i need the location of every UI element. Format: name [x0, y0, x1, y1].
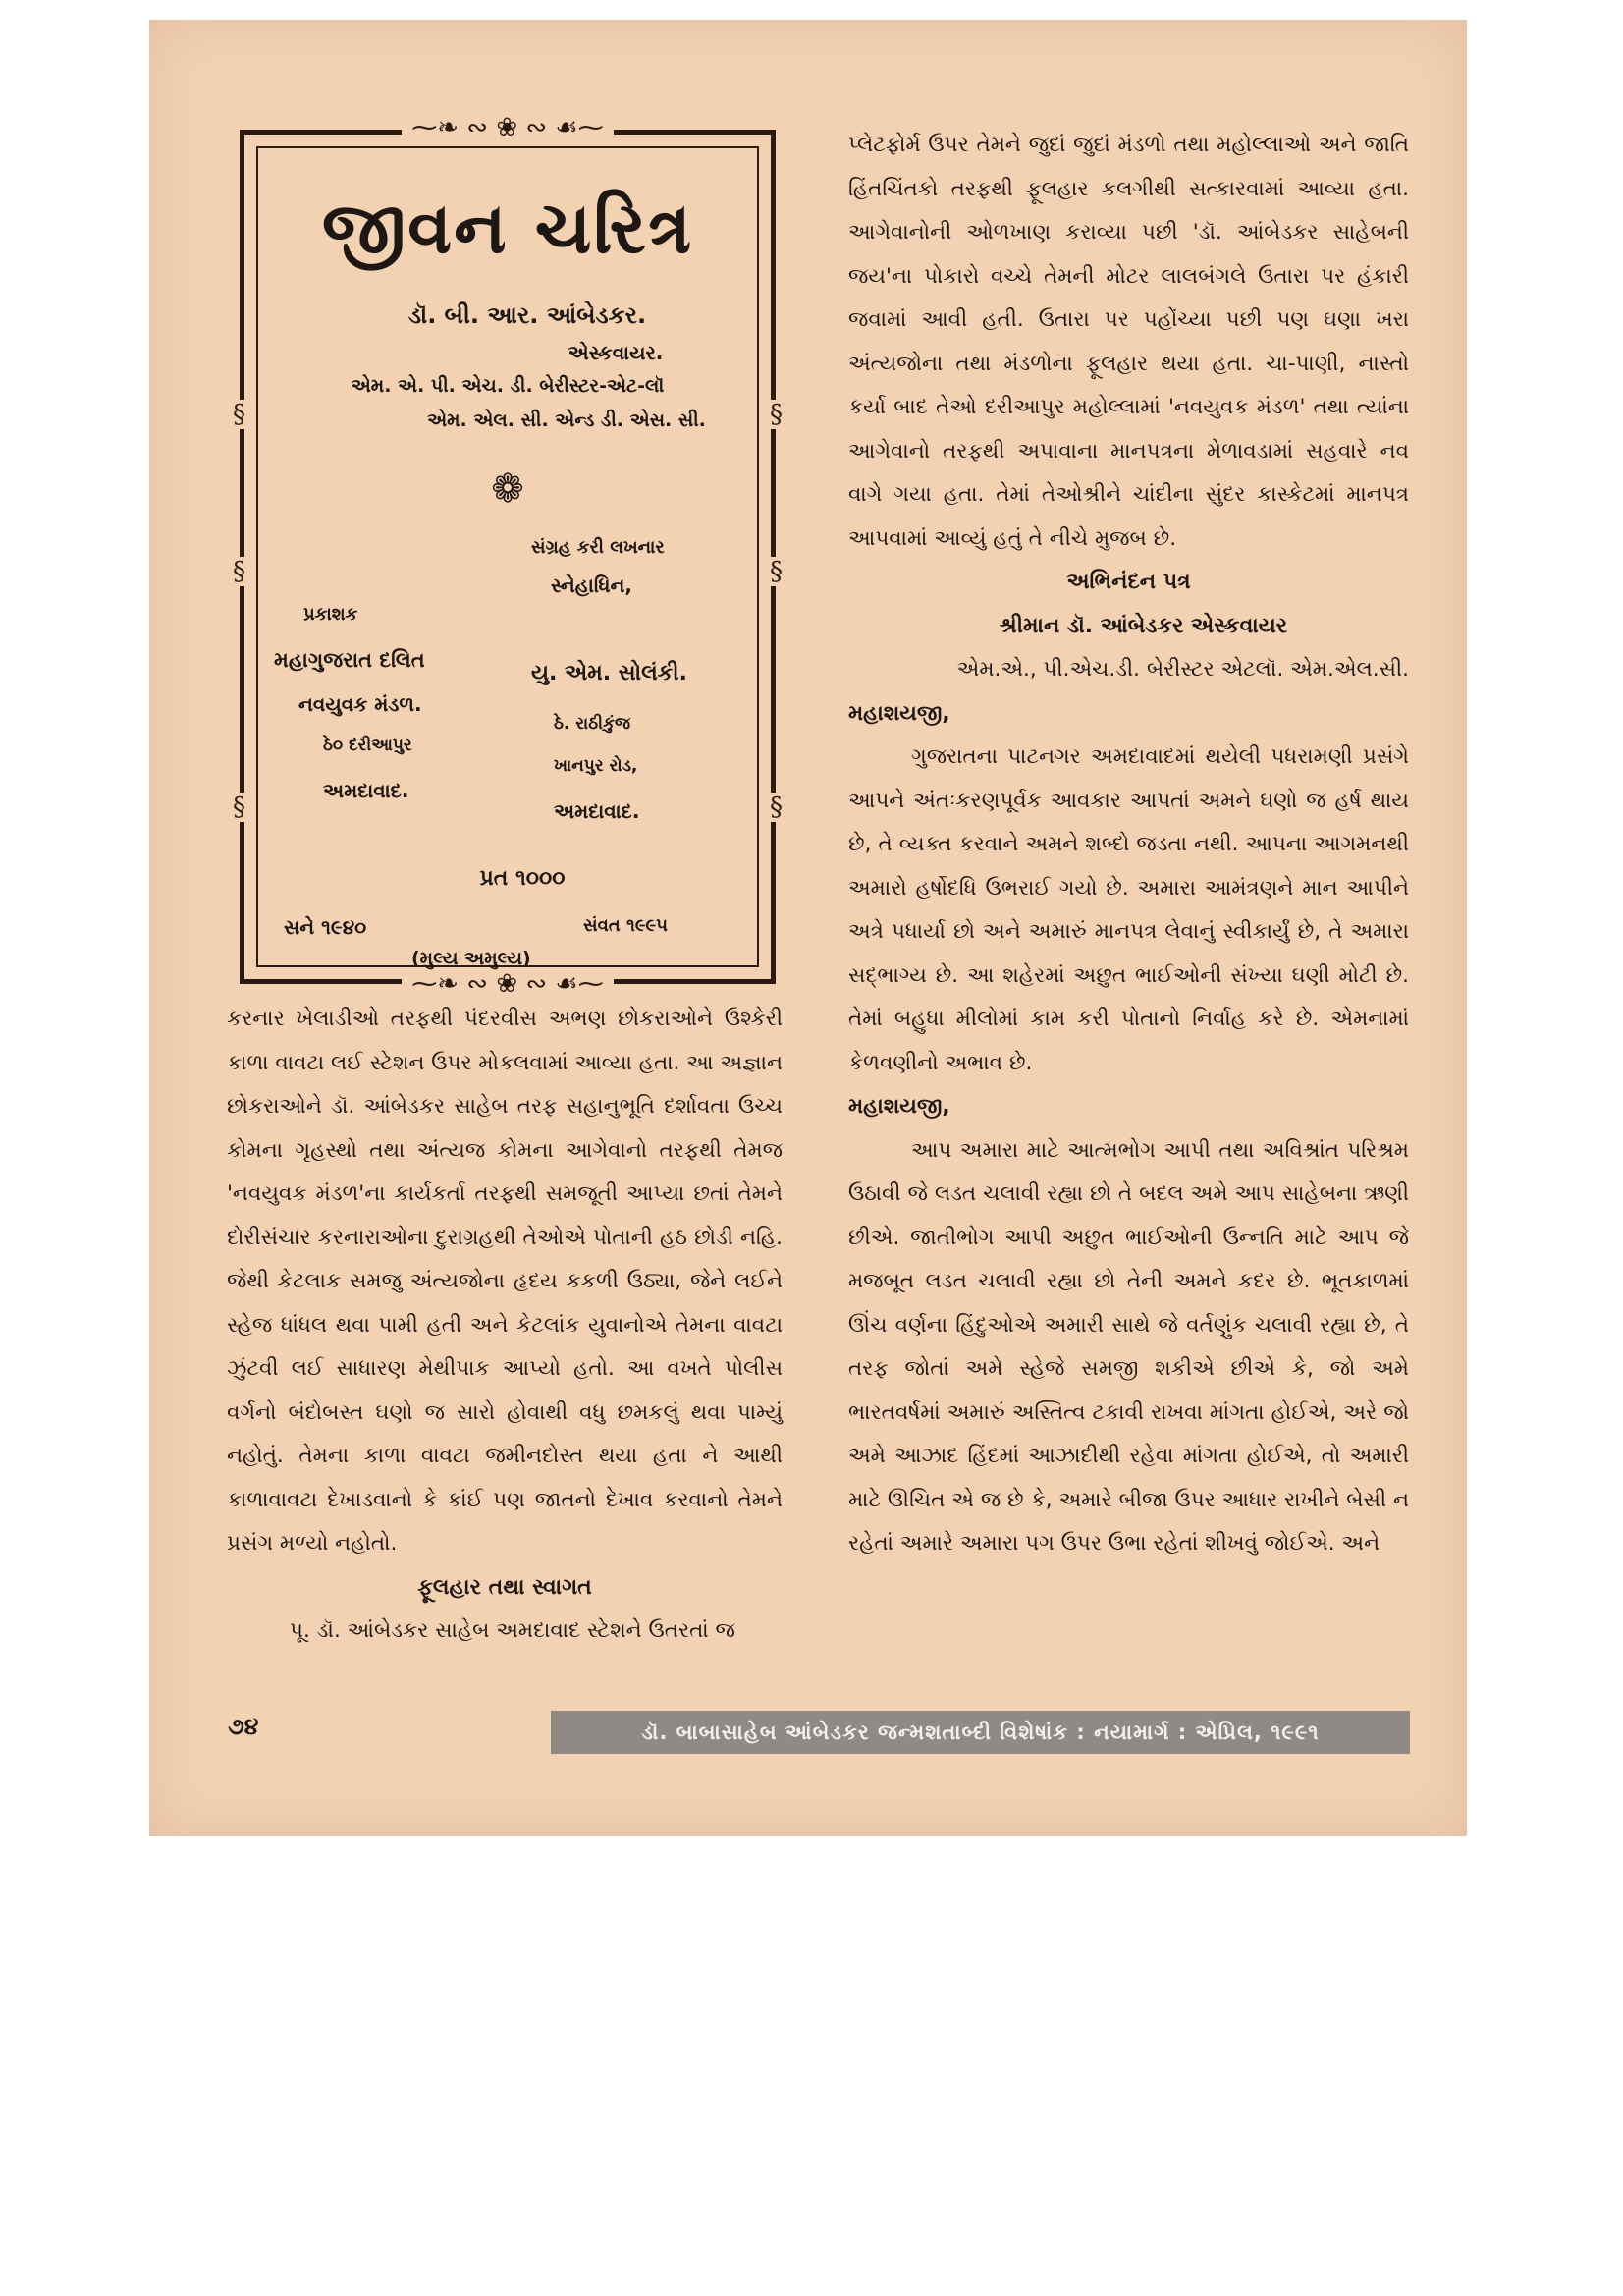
right-side-ornament-bottom: §: [770, 793, 783, 822]
compiler-address-2: ખાનપુર રોડ,: [554, 756, 638, 776]
compiler-address-1: ઠે. રાઠીકુંજ: [554, 714, 631, 734]
publisher-address: ઠે૦ દરીઆપુર: [323, 736, 412, 755]
salutation-1: મહાશયજી,: [848, 700, 950, 726]
address-recipient-degrees: એમ.એ., પી.એચ.ડી. બેરીસ્ટર એટલૉ. એમ.એલ.સી.: [956, 657, 1409, 682]
degrees-line-2: એમ. એલ. સી. એન્ડ ડી. એસ. સી.: [427, 410, 706, 431]
compiler-label: સંગ્રહ કરી લખનાર: [531, 537, 665, 558]
title-frame: [233, 113, 783, 999]
left-paragraph-2: પૂ. ડૉ. આંબેડકર સાહેબ અમદાવાદ સ્ટેશને ઉતરતાં જ: [290, 1618, 735, 1643]
publication-year: સને ૧૯૪૦: [284, 915, 367, 939]
right-paragraph-3: આપ અમારા માટે આત્મભોગ આપી તથા અવિશ્રાંત પરિશ્રમ ઉઠાવી જે લડત ચલાવી રહ્યા છો તે બદલ અમે આપ સાહેબના ઋણી છીએ. જાતીભોગ આપી અછુત ભાઈઓની ઉન્નતિ માટે આપ જે મજબૂત લડત ચલાવી રહ્યા છો તેની અમને કદર છે. ભૂતકાળમાં ઊંચ વર્ણના હિંદુઓએ અમારી સાથે જે વર્તણુંક ચલાવી રહ્યા છે, તે તરફ જોતાં અમે સ્હેજે સમજી શકીએ છીએ કે, જો અમે ભારતવર્ષમાં અમારું અસ્તિત્વ ટકાવી રાખવા માંગતા હોઈએ, અરે જો અમે આઝાદ હિંદમાં આઝાદીથી રહેવા માંગતા હોઈએ, તો અમારી માટે ઊચિત એ જ છે કે, અમારે બીજા ઉપર આધાર રાખીને બેસી ન રહેતાં અમારે અમારા પગ ઉપર ઉભા રહેતાં શીખવું જોઈએ. અને: [848, 1137, 1409, 1556]
publisher-city: અમદાવાદ.: [323, 779, 409, 802]
footer-band: ડૉ. બાબાસાહેબ આંબેડકર જન્મશતાબ્દી વિશેષાંક : નયામાર્ગ : એપ્રિલ, ૧૯૯૧: [551, 1711, 1410, 1754]
section-heading-garlands: ફૂલહાર તથા સ્વાગત: [417, 1574, 592, 1600]
publisher-label: પ્રકાશક: [303, 604, 358, 625]
section-heading-address: અભિનંદન પત્ર: [1066, 570, 1191, 594]
top-scroll-ornament: ⁓❧ ∾ ❀ ∾ ☙⁓: [244, 113, 771, 142]
print-run: પ્રત ૧૦૦૦: [479, 866, 566, 891]
right-column: [848, 124, 1409, 1566]
publisher-org-line2: નવયુવક મંડળ.: [298, 692, 422, 716]
address-recipient: શ્રીમાન ડૉ. આંબેડકર એસ્કવાયર: [999, 613, 1288, 638]
salutation-2: મહાશયજી,: [848, 1094, 950, 1119]
subject-title: એસ્કવાયર.: [568, 341, 664, 364]
left-side-ornament: §: [233, 400, 245, 429]
page-number: ૭૪: [228, 1713, 259, 1740]
left-side-ornament-lower: §: [233, 557, 245, 586]
compiler-salutation: સ્નેહાધિન,: [551, 574, 632, 597]
publisher-org-line1: મહાગુજરાત દલિત: [274, 648, 425, 672]
left-side-ornament-bottom: §: [233, 793, 245, 822]
page-title: જીવન ચરિત્ર: [321, 186, 694, 269]
subject-name: ડૉ. બી. આર. આંબેડકર.: [407, 301, 647, 329]
left-column: [227, 998, 783, 1654]
right-paragraph-2: ગુજરાતના પાટનગર અમદાવાદમાં થયેલી પધરામણી પ્રસંગે આપને અંતઃકરણપૂર્વક આવકાર આપતાં અમને ઘણો જ હર્ષ થાય છે, તે વ્યક્ત કરવાને અમને શબ્દો જડતા નથી. આપના આગમનથી અમારો હર્ષોદધિ ઉભરાઈ ગયો છે. અમારા આમંત્રણને માન આપીને અત્રે પધાર્યા છો અને અમારું માનપત્ર લેવાનું સ્વીકાર્યું છે, તે અમારા સદ્ભાગ્ય છે. આ શહેરમાં અછુત ભાઈઓની સંખ્યા ઘણી મોટી છે. તેમાં બહુધા મીલોમાં કામ કરી પોતાનો નિર્વાહ કરે છે. એમનામાં કેળવણીનો અભાવ છે.: [848, 744, 1409, 1075]
right-side-ornament: §: [770, 400, 783, 429]
compiler-name: યુ. એમ. સોલંકી.: [531, 661, 687, 685]
right-side-ornament-lower: §: [770, 557, 783, 586]
bottom-scroll-ornament: ⁓❧ ∾ ❀ ∾ ☙⁓: [244, 969, 771, 999]
flower-ornament-icon: ❁: [491, 466, 524, 512]
left-paragraph-1: કરનાર ખેલાડીઓ તરફથી પંદરવીસ અભણ છોકરાઓને ઉશ્કેરી કાળા વાવટા લઈ સ્ટેશન ઉપર મોકલવામાં આવ્યા હતા. આ અજ્ઞાન છોકરાઓને ડૉ. આંબેડકર સાહેબ તરફ સહાનુભૂતિ દર્શાવતા ઉચ્ચ કોમના ગૃહસ્થો તથા અંત્યજ કોમના આગેવાનો તરફથી તેમજ 'નવયુવક મંડળ'ના કાર્યકર્તા તરફથી સમજૂતી આપ્યા છતાં તેમને દોરીસંચાર કરનારાઓના દુરાગ્રહથી તેઓએ પોતાની હઠ છોડી નહિ. જેથી કેટલાક સમજુ અંત્યજોના હૃદય કકળી ઉઠ્યા, જેને લઈને સ્હેજ ધાંધલ થવા પામી હતી અને કેટલાંક યુવાનોએ તેમના વાવટા ઝુંટવી લઈ સાધારણ મેથીપાક આપ્યો હતો. આ વખતે પોલીસ વર્ગનો બંદોબસ્ત ઘણો જ સારો હોવાથી વધુ છમકલું થવા પામ્યું નહોતું. તેમના કાળા વાવટા જમીનદોસ્ત થયા હતા ને આથી કાળાવાવટા દેખાડવાનો કે કાંઈ પણ જાતનો દેખાવ કરવાનો તેમને પ્રસંગ મળ્યો નહોતો.: [227, 1007, 783, 1556]
samvat-year: સંવત ૧૯૯૫: [583, 915, 668, 936]
price-note: (મુલ્ય અમુલ્ય): [411, 948, 531, 969]
magazine-page: [149, 20, 1467, 1836]
compiler-city: અમદાવાદ.: [554, 799, 640, 823]
degrees-line-1: એમ. એ. પી. એચ. ડી. બેરીસ્ટર-એટ-લૉ: [351, 375, 665, 397]
right-paragraph-1: પ્લેટફોર્મ ઉપર તેમને જુદાં જુદાં મંડળો તથા મહોલ્લાઓ અને જાતિ હિંતચિંતકો તરફથી ફૂલહાર કલગીથી સત્કારવામાં આવ્યા હતા. આગેવાનોની ઓળખાણ કરાવ્યા પછી 'ડૉ. આંબેડકર સાહેબની જય'ના પોકારો વચ્ચે તેમની મોટર લાલબંગલે ઉતારા પર હંકારી જવામાં આવી હતી. ઉતારા પર પહોંચ્યા પછી પણ ઘણા ખરા અંત્યજોના તથા મંડળોના ફૂલહાર થયા હતા. ચા-પાણી, નાસ્તો કર્યા બાદ તેઓ દરીઆપુર મહોલ્લામાં 'નવયુવક મંડળ' તથા ત્યાંના આગેવાનો તરફથી અપાવાના માનપત્રના મેળાવડામાં સહવારે નવ વાગે ગયા હતા. તેમાં તેઓશ્રીને ચાંદીના સુંદર કાસ્કેટમાં માનપત્ર આપવામાં આવ્યું હતું તે નીચે મુજબ છે.: [848, 133, 1409, 551]
